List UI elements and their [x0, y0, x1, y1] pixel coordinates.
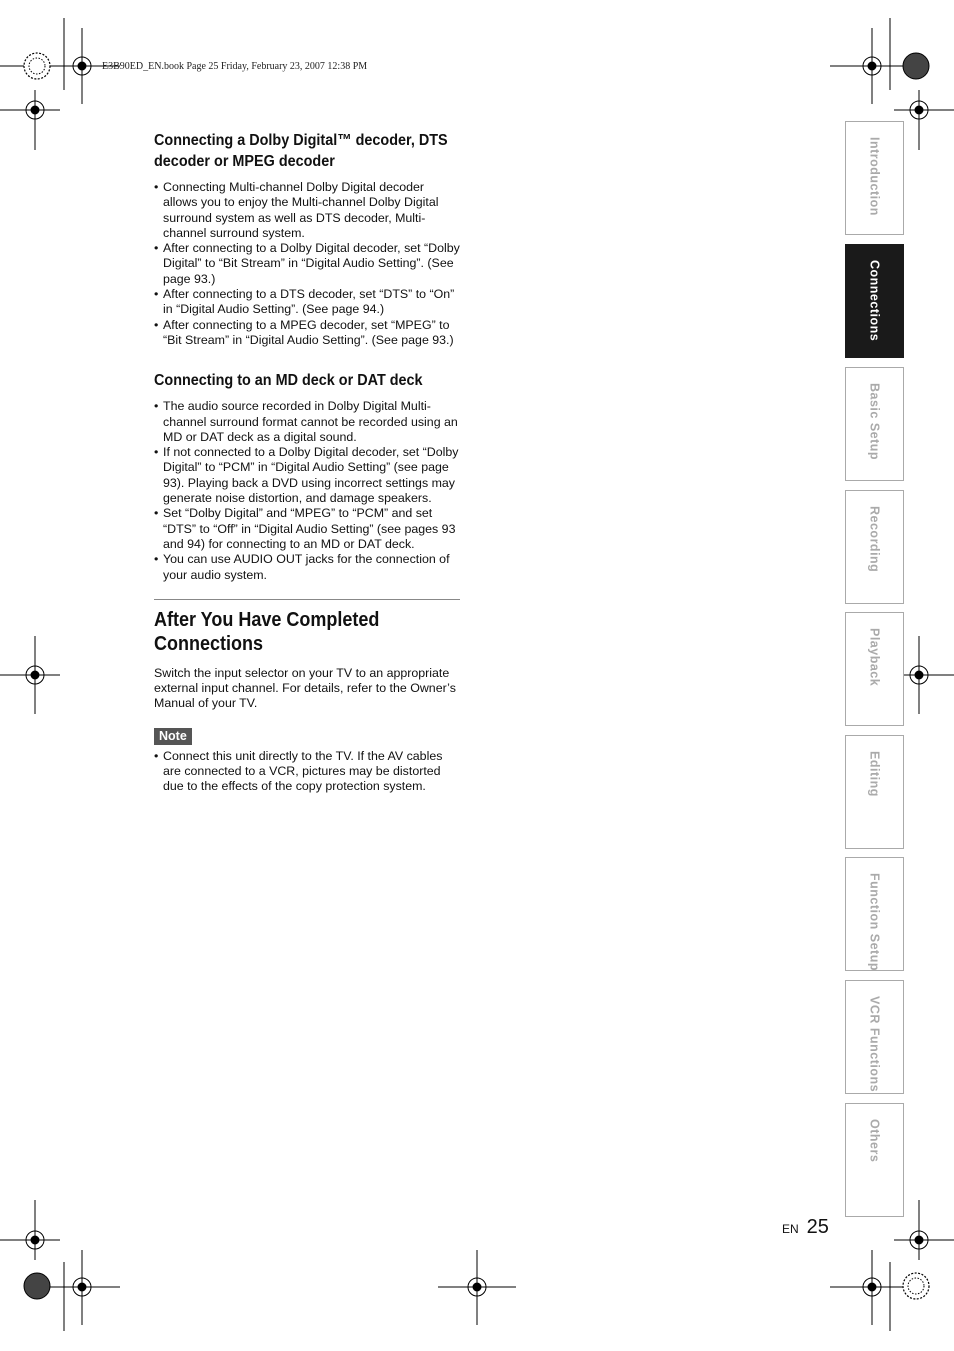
tab-label: Editing [867, 751, 882, 797]
page-lang: EN [782, 1222, 799, 1236]
page-number-value: 25 [806, 1216, 829, 1238]
tab-recording[interactable] [845, 490, 904, 604]
list-item: • If not connected to a Dolby Digital decoder, set “Dolby Digital” to “PCM” in “Digital Audio Setting” (see page 93). Playing back a DVD using incorrect settings may generate noise distortion, and damage speakers. [154, 445, 460, 506]
page-number [782, 1216, 829, 1239]
list-item: • The audio source recorded in Dolby Digital Multi-channel surround format cannot be recorded using an MD or DAT deck as a digital sound. [154, 399, 460, 445]
tab-playback[interactable] [845, 612, 904, 726]
tab-label: Others [867, 1119, 882, 1163]
md-bullet-list [154, 399, 460, 583]
list-item: • After connecting to a Dolby Digital decoder, set “Dolby Digital” to “Bit Stream” in “Digital Audio Setting”. (See page 93.) [154, 241, 460, 287]
tab-function-setup[interactable] [845, 857, 904, 971]
crop-header: E3B90ED_EN.book Page 25 Friday, February 23, 2007 12:38 PM [102, 61, 368, 72]
tab-label: VCR Functions [867, 996, 882, 1093]
tab-connections[interactable] [845, 244, 904, 358]
main-column [154, 130, 460, 795]
tab-vcr-functions[interactable] [845, 980, 904, 1094]
section-title-after: After You Have Completed Connections [154, 608, 380, 655]
list-item: • After connecting to a MPEG decoder, set “MPEG” to “Bit Stream” in “Digital Audio Setting”. (See page 93.) [154, 318, 460, 349]
tab-label: Playback [867, 628, 882, 687]
tab-label: Recording [867, 506, 882, 573]
tab-label: Introduction [867, 137, 882, 216]
list-item: • You can use AUDIO OUT jacks for the connection of your audio system. [154, 552, 460, 583]
tab-label: Basic Setup [867, 383, 882, 461]
section-divider [154, 599, 460, 600]
section-title-md: Connecting to an MD deck or DAT deck [154, 372, 423, 390]
note-bullet-list [154, 749, 460, 795]
tab-basic-setup[interactable] [845, 367, 904, 481]
list-item: • Set “Dolby Digital” and “MPEG” to “PCM” and set “DTS” to “Off” in “Digital Audio Setting” (see pages 93 and 94) for connecting to an MD or DAT deck. [154, 506, 460, 552]
section-title-dolby: Connecting a Dolby Digital™ decoder, DTS decoder or MPEG decoder [154, 132, 448, 170]
after-body-text: Switch the input selector on your TV to an appropriate external input channel. For details, refer to the Owner’s Manual of your TV. [154, 665, 456, 711]
note-label: Note [154, 728, 192, 745]
tab-others[interactable] [845, 1103, 904, 1217]
tab-introduction[interactable] [845, 121, 904, 235]
dolby-bullet-list [154, 180, 460, 348]
list-item: • Connect this unit directly to the TV. If the AV cables are connected to a VCR, pictures may be distorted due to the effects of the copy protection system. [154, 749, 460, 795]
list-item: • After connecting to a DTS decoder, set “DTS” to “On” in “Digital Audio Setting”. (See page 94.) [154, 287, 460, 318]
tab-label: Connections [867, 260, 882, 342]
list-item: • Connecting Multi-channel Dolby Digital decoder allows you to enjoy the Multi-channel Dolby Digital surround system as well as DTS decoder, Multi-channel surround system. [154, 180, 460, 241]
tab-editing[interactable] [845, 735, 904, 849]
tab-label: Function Setup [867, 873, 882, 971]
